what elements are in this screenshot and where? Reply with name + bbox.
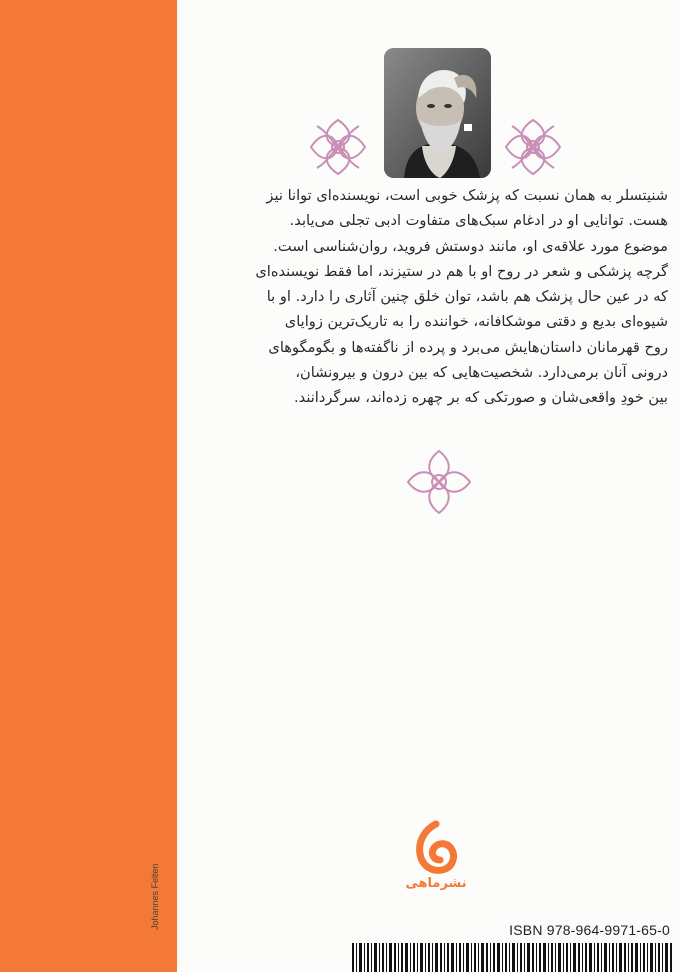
photo-credit: Johannes Felten	[150, 863, 160, 930]
blurb-line: روح قهرمانان داستان‌هایش می‌برد و پرده از ناگفته‌ها و بگومگوهای	[268, 338, 668, 356]
isbn-number: ISBN 978-964-9971-65-0	[509, 922, 670, 938]
publisher-fish-logo-icon	[404, 820, 468, 876]
floral-ornament-right-icon	[498, 112, 568, 182]
floral-ornament-center-icon	[402, 445, 476, 519]
blurb-line: هست. توانایی او در ادغام سبک‌های متفاوت ادبی تجلی می‌یابد.	[289, 212, 668, 230]
floral-ornament-left-icon	[303, 112, 373, 182]
blurb-line: موضوع مورد علاقه‌ی او، مانند دوستش فروید، روان‌شناسی است.	[273, 237, 668, 255]
orange-spine	[0, 0, 177, 972]
barcode	[352, 943, 676, 972]
blurb-line: شنیتسلر به همان نسبت که پزشک خوبی است، نویسنده‌ای توانا نیز	[266, 187, 668, 204]
blurb-line: درونی آنان برمی‌دارد. شخصیت‌هایی که بین درون و بیرونشان،	[295, 364, 668, 382]
author-portrait	[384, 48, 491, 178]
back-cover-blurb	[232, 183, 668, 411]
blurb-line: گرچه پزشکی و شعر در روح او با هم در ستیزند، اما فقط نویسنده‌ای	[255, 262, 668, 280]
blurb-line: شیوه‌ای بدیع و دقتی موشکافانه، خواننده را به تاریک‌ترین زوایای	[284, 313, 668, 331]
blurb-line: که در عین حال پزشک هم باشد، توان خلق چنین آثاری را دارد. او با	[266, 288, 668, 306]
publisher-name: نشرماهی	[405, 876, 467, 891]
blurb-line: بین خودِ واقعی‌شان و صورتکی که بر چهره زده‌اند، سرگردانند.	[294, 389, 668, 407]
